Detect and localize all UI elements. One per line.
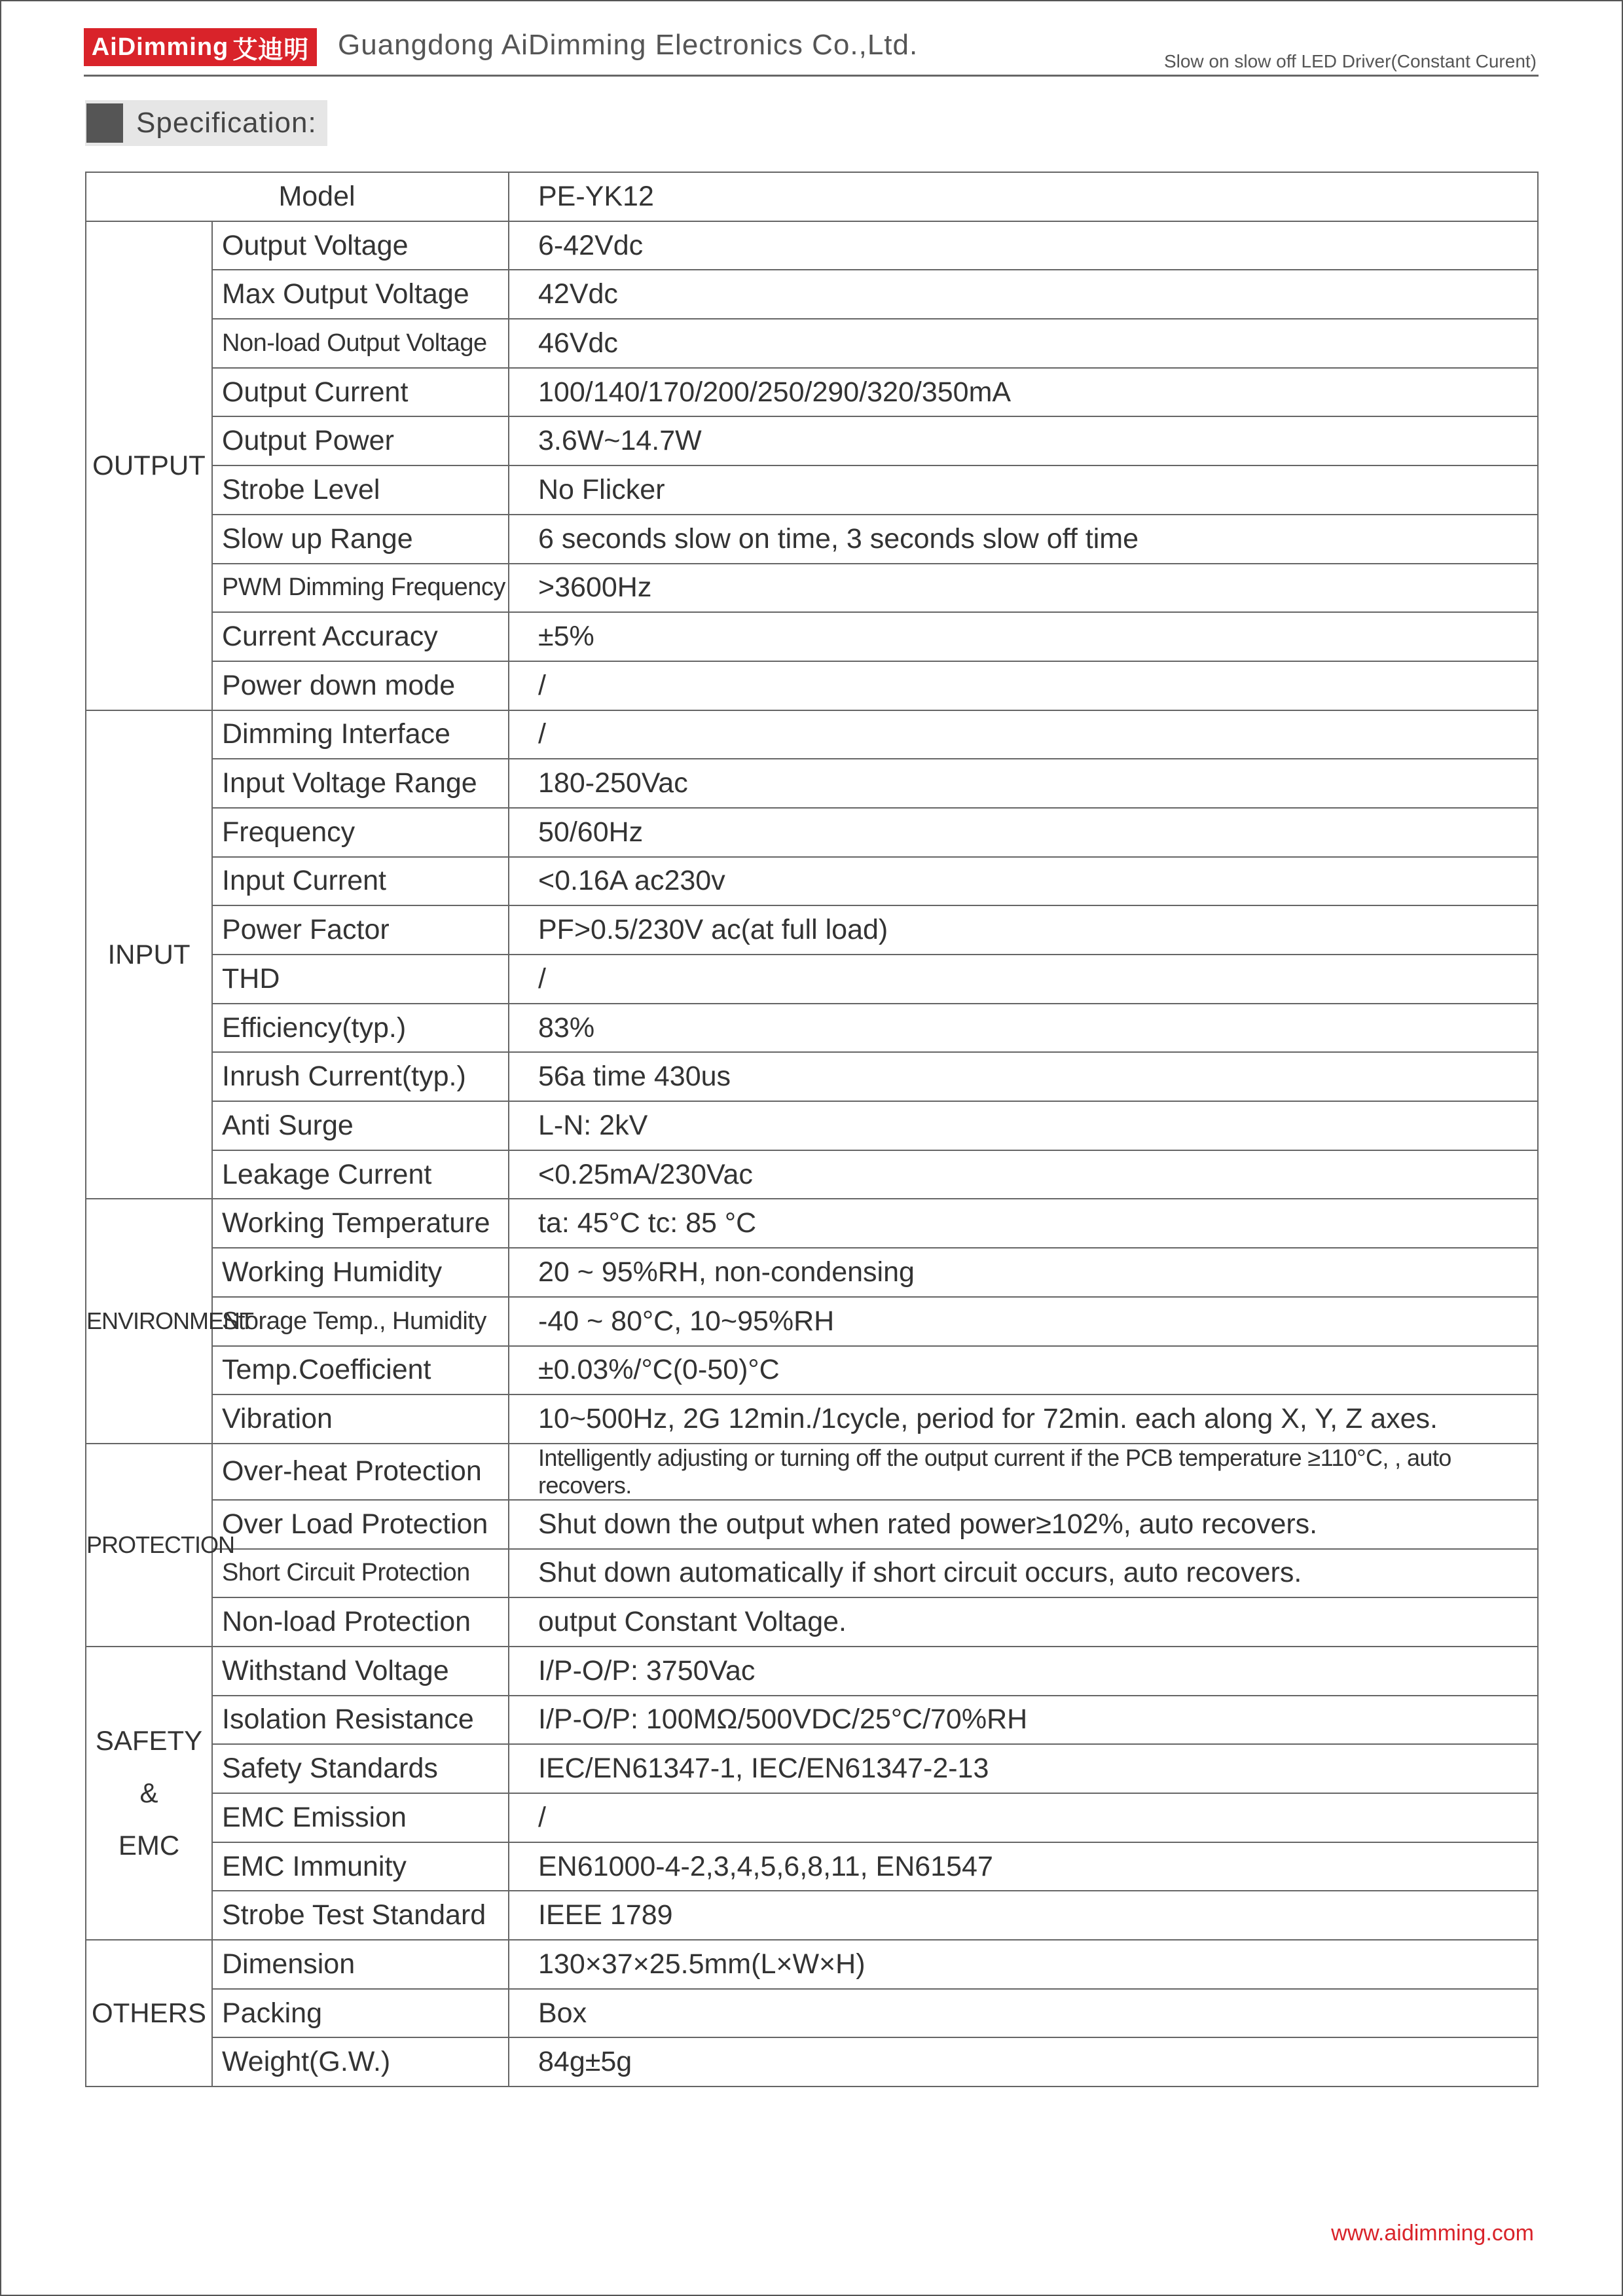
spec-label: Over Load Protection bbox=[212, 1500, 509, 1549]
table-row bbox=[86, 1842, 1538, 1891]
heading-marker bbox=[86, 103, 123, 143]
spec-label: Non-load Protection bbox=[212, 1597, 509, 1647]
spec-value: No Flicker bbox=[509, 465, 1538, 515]
spec-value: 56a time 430us bbox=[509, 1052, 1538, 1101]
table-row bbox=[86, 368, 1538, 417]
spec-label: Dimming Interface bbox=[212, 710, 509, 759]
table-row bbox=[86, 1346, 1538, 1395]
spec-value: <0.25mA/230Vac bbox=[509, 1150, 1538, 1199]
table-row bbox=[86, 1052, 1538, 1101]
spec-label: THD bbox=[212, 955, 509, 1004]
table-row bbox=[86, 1793, 1538, 1842]
spec-value: 42Vdc bbox=[509, 270, 1538, 319]
spec-label: Leakage Current bbox=[212, 1150, 509, 1199]
spec-label: Dimension bbox=[212, 1940, 509, 1989]
model-value: PE-YK12 bbox=[509, 172, 1538, 221]
table-row bbox=[86, 1940, 1538, 1989]
table-row bbox=[86, 1248, 1538, 1297]
spec-label: Power down mode bbox=[212, 661, 509, 710]
spec-label: Slow up Range bbox=[212, 515, 509, 564]
spec-label: Efficiency(typ.) bbox=[212, 1004, 509, 1053]
table-row bbox=[86, 955, 1538, 1004]
table-row bbox=[86, 1696, 1538, 1745]
spec-label: Storage Temp., Humidity bbox=[212, 1297, 509, 1346]
table-row bbox=[86, 661, 1538, 710]
spec-value: 50/60Hz bbox=[509, 808, 1538, 857]
spec-value: ±5% bbox=[509, 612, 1538, 661]
spec-value: Shut down automatically if short circuit occurs, auto recovers. bbox=[509, 1549, 1538, 1598]
spec-value: / bbox=[509, 1793, 1538, 1842]
section-title: Specification: bbox=[136, 107, 317, 139]
table-row bbox=[86, 612, 1538, 661]
spec-label: Safety Standards bbox=[212, 1744, 509, 1793]
category-environment: ENVIRONMENT bbox=[86, 1199, 212, 1443]
spec-label: Inrush Current(typ.) bbox=[212, 1052, 509, 1101]
table-row-model bbox=[86, 172, 1538, 221]
spec-value: 6-42Vdc bbox=[509, 221, 1538, 270]
spec-label: Over-heat Protection bbox=[212, 1444, 509, 1500]
table-row bbox=[86, 1297, 1538, 1346]
spec-value: 84g±5g bbox=[509, 2037, 1538, 2086]
spec-label: Output Power bbox=[212, 416, 509, 465]
spec-value: <0.16A ac230v bbox=[509, 857, 1538, 906]
spec-label: Temp.Coefficient bbox=[212, 1346, 509, 1395]
spec-value: Shut down the output when rated power≥102%, auto recovers. bbox=[509, 1500, 1538, 1549]
spec-label: Strobe Level bbox=[212, 465, 509, 515]
spec-label: Anti Surge bbox=[212, 1101, 509, 1150]
table-row bbox=[86, 2037, 1538, 2086]
spec-value: 100/140/170/200/250/290/320/350mA bbox=[509, 368, 1538, 417]
company-name: Guangdong AiDimming Electronics Co.,Ltd. bbox=[338, 29, 919, 61]
category-output: OUTPUT bbox=[86, 221, 212, 710]
table-row bbox=[86, 1199, 1538, 1248]
table-row bbox=[86, 1150, 1538, 1199]
spec-label: Weight(G.W.) bbox=[212, 2037, 509, 2086]
spec-value: L-N: 2kV bbox=[509, 1101, 1538, 1150]
table-row bbox=[86, 1549, 1538, 1598]
category-line: EMC bbox=[118, 1829, 180, 1861]
spec-label: Current Accuracy bbox=[212, 612, 509, 661]
table-row bbox=[86, 319, 1538, 368]
spec-label: Withstand Voltage bbox=[212, 1647, 509, 1696]
spec-label: Power Factor bbox=[212, 905, 509, 955]
spec-value: I/P-O/P: 3750Vac bbox=[509, 1647, 1538, 1696]
table-row bbox=[86, 1989, 1538, 2038]
spec-value: Box bbox=[509, 1989, 1538, 2038]
spec-label: Isolation Resistance bbox=[212, 1696, 509, 1745]
spec-label: Input Current bbox=[212, 857, 509, 906]
category-safety-emc bbox=[86, 1647, 212, 1940]
table-row bbox=[86, 1597, 1538, 1647]
spec-value: ±0.03%/°C(0-50)°C bbox=[509, 1346, 1538, 1395]
category-others: OTHERS bbox=[86, 1940, 212, 2086]
spec-label: Short Circuit Protection bbox=[212, 1549, 509, 1598]
spec-value: -40 ~ 80°C, 10~95%RH bbox=[509, 1297, 1538, 1346]
spec-value: 46Vdc bbox=[509, 319, 1538, 368]
table-row bbox=[86, 270, 1538, 319]
spec-value: 83% bbox=[509, 1004, 1538, 1053]
spec-value: output Constant Voltage. bbox=[509, 1597, 1538, 1647]
table-row bbox=[86, 564, 1538, 613]
section-heading bbox=[85, 100, 327, 146]
table-row bbox=[86, 1744, 1538, 1793]
spec-value: 180-250Vac bbox=[509, 759, 1538, 808]
table-row bbox=[86, 465, 1538, 515]
spec-table bbox=[85, 172, 1539, 2087]
spec-value: I/P-O/P: 100MΩ/500VDC/25°C/70%RH bbox=[509, 1696, 1538, 1745]
header-divider bbox=[84, 75, 1539, 77]
category-protection: PROTECTION bbox=[86, 1444, 212, 1647]
table-row bbox=[86, 1101, 1538, 1150]
spec-value: 20 ~ 95%RH, non-condensing bbox=[509, 1248, 1538, 1297]
spec-label: Working Humidity bbox=[212, 1248, 509, 1297]
spec-value: / bbox=[509, 710, 1538, 759]
spec-label: PWM Dimming Frequency bbox=[212, 564, 509, 613]
spec-label: Input Voltage Range bbox=[212, 759, 509, 808]
spec-value: ta: 45°C tc: 85 °C bbox=[509, 1199, 1538, 1248]
logo-cn-text: 艾迪明 bbox=[232, 36, 310, 64]
table-row bbox=[86, 710, 1538, 759]
spec-value: 130×37×25.5mm(L×W×H) bbox=[509, 1940, 1538, 1989]
model-label: Model bbox=[86, 172, 509, 221]
spec-value: / bbox=[509, 661, 1538, 710]
spec-value: Intelligently adjusting or turning off the output current if the PCB temperature ≥110°C, , auto recovers. bbox=[509, 1444, 1538, 1500]
table-row bbox=[86, 1500, 1538, 1549]
table-row bbox=[86, 1891, 1538, 1940]
spec-label: EMC Immunity bbox=[212, 1842, 509, 1891]
table-row bbox=[86, 905, 1538, 955]
spec-label: Frequency bbox=[212, 808, 509, 857]
spec-value: 10~500Hz, 2G 12min./1cycle, period for 72min. each along X, Y, Z axes. bbox=[509, 1394, 1538, 1444]
spec-value: >3600Hz bbox=[509, 564, 1538, 613]
spec-value: / bbox=[509, 955, 1538, 1004]
category-line: SAFETY bbox=[95, 1725, 203, 1757]
spec-value: 3.6W~14.7W bbox=[509, 416, 1538, 465]
spec-value: PF>0.5/230V ac(at full load) bbox=[509, 905, 1538, 955]
category-input: INPUT bbox=[86, 710, 212, 1199]
spec-value: EN61000-4-2,3,4,5,6,8,11, EN61547 bbox=[509, 1842, 1538, 1891]
spec-label: Output Voltage bbox=[212, 221, 509, 270]
spec-value: IEEE 1789 bbox=[509, 1891, 1538, 1940]
table-row bbox=[86, 1004, 1538, 1053]
spec-label: Strobe Test Standard bbox=[212, 1891, 509, 1940]
table-row bbox=[86, 1394, 1538, 1444]
table-row bbox=[86, 808, 1538, 857]
table-row bbox=[86, 1444, 1538, 1500]
table-row bbox=[86, 857, 1538, 906]
company-logo bbox=[84, 28, 317, 66]
website-link[interactable]: www.aidimming.com bbox=[1331, 2221, 1534, 2246]
table-row bbox=[86, 759, 1538, 808]
document-subtitle: Slow on slow off LED Driver(Constant Curent) bbox=[1163, 51, 1537, 71]
spec-label: Packing bbox=[212, 1989, 509, 2038]
logo-text: AiDimming bbox=[91, 33, 229, 61]
table-row bbox=[86, 1647, 1538, 1696]
table-row bbox=[86, 221, 1538, 270]
table-row bbox=[86, 416, 1538, 465]
spec-label: Output Current bbox=[212, 368, 509, 417]
table-row bbox=[86, 515, 1538, 564]
category-line: & bbox=[139, 1777, 158, 1809]
spec-label: EMC Emission bbox=[212, 1793, 509, 1842]
spec-label: Max Output Voltage bbox=[212, 270, 509, 319]
spec-label: Vibration bbox=[212, 1394, 509, 1444]
spec-value: 6 seconds slow on time, 3 seconds slow off time bbox=[509, 515, 1538, 564]
spec-label: Working Temperature bbox=[212, 1199, 509, 1248]
spec-value: IEC/EN61347-1, IEC/EN61347-2-13 bbox=[509, 1744, 1538, 1793]
spec-label: Non-load Output Voltage bbox=[212, 319, 509, 368]
